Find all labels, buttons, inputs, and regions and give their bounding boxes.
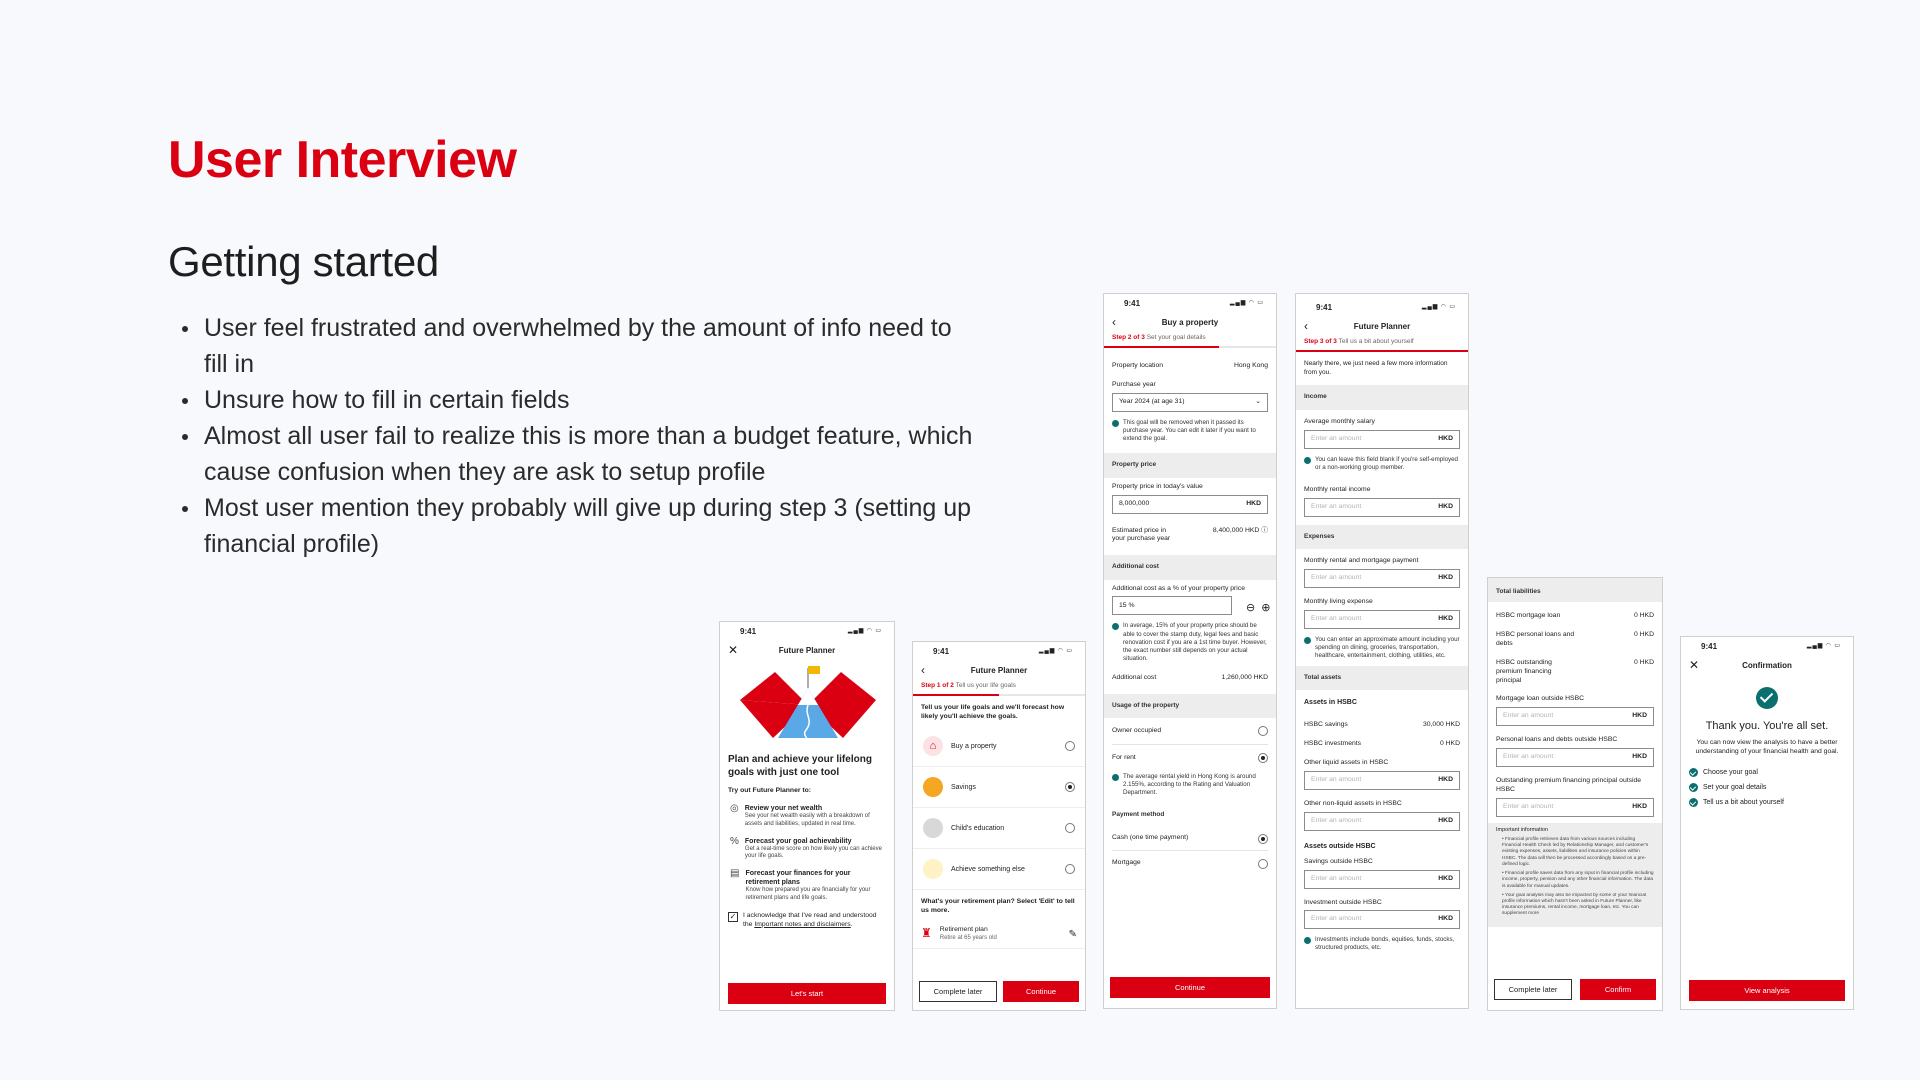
section-header: Additional cost <box>1104 555 1276 579</box>
radio-button-selected[interactable] <box>1258 753 1268 763</box>
step-progress <box>1296 350 1468 352</box>
nav-title: Confirmation <box>1742 660 1792 670</box>
mortgage-outside-input[interactable]: Enter an amount HKD <box>1496 707 1654 726</box>
close-icon[interactable]: ✕ <box>728 643 739 657</box>
section-header: Usage of the property <box>1104 694 1276 718</box>
lets-start-button[interactable]: Let's start <box>728 983 886 1004</box>
screen-confirmation <box>1680 636 1854 1010</box>
retirement-plan-row: ♜ Retirement plan Retire at 65 years old ✎ <box>913 920 1085 950</box>
status-bar: 9:41 ▂▄▆ ◠ ▭ <box>740 626 882 636</box>
checkbox-checked[interactable]: ✓ <box>729 911 737 921</box>
confirmation-body: You can now view the analysis to have a better understanding of your financial health and goal. <box>1695 739 1839 756</box>
info-note: In average, 15% of your property price should be able to cover the stamp duty, legal fees and basic renovation cost if you are a 1st time buyer. However, the exact number still depends on your actual situation. <box>1104 620 1276 668</box>
screen-buy-property: 9:41 ▂▄▆ ◠ ▭ ‹ Buy a property Step 2 of 3 Set your goal details Property location Hong Kong Purchase year Year 2024 (at age 31) ⌄ This goal will be removed when it passed its purchase year. You can edit it later if you want to extend the goal. Property price Property price in today's value 8,000,000 HKD Estimated price in your purchase year 8,400,000 HKD ⓘ Additional cost Additional cost as a % of your property price 15 % ⊖ ⊕ In average, 15% of your property price should be able to cover the stamp duty, legal fees and basic renovation cost if you are a 1st time buyer. However, the exact number still depends on your actual situation. Additional cost 1,260,000 HKD Usage of the property Owner occupied For rent The average rental yield in Hong Kong is around 2.155%, according to the Rating and Valuation Department. Payment method Cash (one time payment) Mortgage Continue <box>1103 293 1277 1009</box>
radio-button-selected[interactable] <box>1258 834 1268 844</box>
findings-list <box>178 310 978 562</box>
usage-option[interactable]: Owner occupied <box>1104 718 1276 744</box>
finding-item: User feel frustrated and overwhelmed by the amount of info need to fill in <box>178 310 978 382</box>
finding-item: Unsure how to fill in certain fields <box>178 382 978 418</box>
back-icon[interactable]: ‹ <box>1112 315 1116 329</box>
mortgage-payment-input[interactable]: Enter an amount HKD <box>1304 569 1460 588</box>
intro-text: Try out Future Planner to: <box>728 787 812 794</box>
continue-button[interactable]: Continue <box>1003 981 1079 1002</box>
slide-subtitle: Getting started <box>168 238 439 285</box>
feature-item: ◎ Review your net wealth See your net wealth easily with a breakdown of assets and liabilities, updated in real time. <box>730 802 870 827</box>
section-header: Total assets <box>1296 666 1468 690</box>
chart-icon: ▤ <box>730 868 740 880</box>
additional-cost-input[interactable]: 15 % <box>1112 596 1232 615</box>
completed-step: Tell us a bit about yourself <box>1681 795 1853 810</box>
info-bullet: • Financial profile retrieves data from various sources including Financial Health Check led by Relationship Manager, and customer's existing expenses, assets, liabilities and insurance policies within HSBC. The data will then be processed accordingly based on a pre-defined logic. <box>1502 836 1649 867</box>
nav-title: Future Planner <box>778 645 836 655</box>
check-icon <box>1689 768 1698 777</box>
info-icon <box>1112 623 1119 630</box>
section-header: Total liabilities <box>1488 578 1662 602</box>
step-indicator: Step 3 of 3 Tell us a bit about yourself <box>1304 338 1414 345</box>
info-note: This goal will be removed when it passed its purchase year. You can edit it later if you want to extend the goal. <box>1104 417 1276 449</box>
info-note: You can enter an approximate amount including your spending on dining, groceries, transportation, healthcare, entertainment, clothing, utilities, etc. <box>1296 634 1468 666</box>
info-bullet: • Your goal analysis may also be impacted by some of your financial profile information which hasn't been asked in Future Planner, like insurance premiums, rental income, mortgage loan, etc. You can supplement more <box>1502 892 1647 917</box>
check-icon <box>1689 783 1698 792</box>
nav-title: Future Planner <box>970 665 1028 675</box>
retirement-prompt: What's your retirement plan? Select 'Edit' to tell us more. <box>921 898 1075 914</box>
additional-cost-row: Additional cost 1,260,000 HKD <box>1112 673 1268 681</box>
info-icon <box>1304 457 1311 464</box>
screen-liabilities: Total liabilities HSBC mortgage loan 0 HKD HSBC personal loans and debts 0 HKD HSBC outstanding premium financing principal 0 HKD Mortgage loan outside HSBC Enter an amount HKD Personal loans and debts outside HSBC Enter an amount HKD Outstanding premium financing principal outside HSBC Enter an amount HKD Important information • Financial profile retrieves data from various sources including Financial Health Check led by Relationship Manager, and customer's existing expenses, assets, liabilities and insurance policies within HSBC. The data will then be processed accordingly based on a pre-defined logic. • Financial profile saves data from any input in financial profile including income, property, pension and any other financial information. The data is available for manual updates. • Your goal analysis may also be impacted by some of your financial profile information which hasn't been asked in Future Planner, like insurance premiums, rental income, mortgage loan, etc. You can supplement more Complete later Confirm <box>1487 577 1663 1011</box>
rental-income-input[interactable]: Enter an amount HKD <box>1304 498 1460 517</box>
house-icon: ⌂ <box>923 736 943 756</box>
info-icon <box>1112 774 1119 781</box>
screen-goals <box>912 641 1086 1011</box>
info-note: Investments include bonds, equities, funds, stocks, structured products, etc. <box>1296 934 1468 958</box>
completed-step: Set your goal details <box>1681 780 1853 795</box>
section-header: Payment method <box>1104 803 1276 827</box>
info-note: You can leave this field blank if you're self-employed or a non-working group member. <box>1296 454 1468 478</box>
liability-row: HSBC outstanding premium financing principal 0 HKD <box>1496 658 1654 684</box>
books-icon <box>923 818 943 838</box>
view-analysis-button[interactable]: View analysis <box>1689 980 1845 1001</box>
other-liquid-input[interactable]: Enter an amount HKD <box>1304 771 1460 790</box>
radio-button[interactable] <box>1065 741 1075 751</box>
finding-item: Most user mention they probably will give up during step 3 (setting up financial profile) <box>178 490 978 562</box>
section-header: Expenses <box>1296 525 1468 549</box>
status-bar: 9:41 ▂▄▆ ◠ ▭ <box>933 646 1073 656</box>
goal-option[interactable]: ⌂ Buy a property <box>913 726 1085 767</box>
payment-option[interactable]: Cash (one time payment) <box>1104 828 1276 850</box>
goal-option[interactable]: Child's education <box>913 808 1085 849</box>
bulb-icon <box>923 859 943 879</box>
goals-prompt: Tell us your life goals and we'll forecast how likely you'll achieve the goals. <box>921 704 1065 721</box>
year-label: Purchase year <box>1112 381 1156 389</box>
nav-bar <box>1104 314 1276 332</box>
plus-icon[interactable]: ⊕ <box>1261 601 1271 614</box>
feature-item: ▤ Forecast your finances for your retirement plans Know how prepared you are financially for your retirement plans and life goals. <box>730 868 871 902</box>
radio-button-selected[interactable] <box>1065 782 1075 792</box>
estimated-price-row: Estimated price in your purchase year 8,400,000 HKD ⓘ <box>1112 526 1268 543</box>
completed-step: Choose your goal <box>1681 765 1853 780</box>
nav-title: Future Planner <box>1353 321 1411 331</box>
radio-button[interactable] <box>1065 823 1075 833</box>
percent-icon: % <box>730 835 739 847</box>
screen-financial-profile: 9:41 ▂▄▆ ◠ ▭ ‹ Future Planner Step 3 of 3 Tell us a bit about yourself Nearly there, we just need a few more information from you. Income Average monthly salary Enter an amount HKD You can leave this field blank if you're self-employed or a non-working group member. Monthly rental income Enter an amount HKD Expenses Monthly rental and mortgage payment Enter an amount HKD Monthly living expense Enter an amount HKD You can enter an approximate amount including your spending on dining, groceries, transportation, healthcare, entertainment, clothing, utilities, etc. Total assets Assets in HSBC HSBC savings 30,000 HKD HSBC investments 0 HKD Other liquid assets in HSBC Enter an amount HKD Other non-liquid assets in HSBC Enter an amount HKD Assets outside HSBC Savings outside HSBC Enter an amount HKD Investment outside HSBC Enter an amount HKD Investments include bonds, equities, funds, stocks, structured products, etc. <box>1295 293 1469 1009</box>
liability-row: HSBC mortgage loan 0 HKD <box>1496 612 1654 620</box>
location-row: Property location Hong Kong <box>1112 362 1268 370</box>
disclaimer-link[interactable]: Important notes and disclaimers <box>754 920 851 928</box>
living-expense-input[interactable]: Enter an amount HKD <box>1304 610 1460 629</box>
info-note: The average rental yield in Hong Kong is around 2.155%, according to the Rating and Valuation Department. <box>1104 771 1276 803</box>
back-icon[interactable]: ‹ <box>921 663 925 677</box>
personal-loans-outside-input[interactable]: Enter an amount HKD <box>1496 748 1654 767</box>
nav-bar <box>913 662 1085 680</box>
step-progress <box>913 694 1085 696</box>
status-bar: 9:41 ▂▄▆ ◠ ▭ <box>1124 298 1264 308</box>
radio-button[interactable] <box>1258 859 1268 869</box>
rocking-chair-icon: ♜ <box>921 926 932 941</box>
goal-option[interactable]: Achieve something else <box>913 849 1085 890</box>
status-bar: 9:41 ▂▄▆ ◠ ▭ <box>1316 302 1456 312</box>
confirmation-heading: Thank you. You're all set. <box>1705 720 1829 732</box>
step-indicator: Step 1 of 2 Tell us your life goals <box>921 682 1016 689</box>
hsbc-investments-row: HSBC investments 0 HKD <box>1304 740 1460 748</box>
feature-item: % Forecast your goal achievability Get a real-time score on how likely you can achieve your life goals. <box>730 835 882 860</box>
radio-button[interactable] <box>1258 726 1268 736</box>
finding-item: Almost all user fail to realize this is more than a budget feature, which cause confusion when they are ask to setup profile <box>178 418 978 490</box>
chevron-down-icon: ⌄ <box>1255 398 1261 406</box>
usage-option[interactable]: For rent <box>1104 745 1276 771</box>
wealth-icon: ◎ <box>730 802 739 814</box>
investment-outside-input[interactable]: Enter an amount HKD <box>1304 910 1460 929</box>
savings-outside-input[interactable]: Enter an amount HKD <box>1304 870 1460 889</box>
info-icon <box>1304 937 1311 944</box>
salary-input[interactable]: Enter an amount HKD <box>1304 430 1460 449</box>
step-progress <box>1104 346 1276 348</box>
status-bar: 9:41 ▂▄▆ ◠ ▭ <box>1701 641 1841 651</box>
info-icon <box>1304 637 1311 644</box>
intro-text: Nearly there, we just need a few more information from you. <box>1304 360 1448 376</box>
confirm-button[interactable]: Confirm <box>1580 979 1656 1000</box>
nav-bar <box>1681 657 1853 675</box>
welcome-headline: Plan and achieve your lifelong goals with just one tool <box>728 754 872 778</box>
hsbc-savings-row: HSBC savings 30,000 HKD <box>1304 721 1460 729</box>
mountain-illustration <box>720 660 895 750</box>
info-bullet: • Financial profile saves data from any input in financial profile including income, property, pension and any other financial information. The data is available for manual updates. <box>1502 871 1654 889</box>
info-outline-icon: ⓘ <box>1261 526 1268 534</box>
complete-later-button[interactable]: Complete later <box>1494 979 1572 1000</box>
screen-welcome <box>719 621 895 1011</box>
section-header: Income <box>1296 385 1468 409</box>
check-icon <box>1689 798 1698 807</box>
back-icon[interactable]: ‹ <box>1304 319 1308 333</box>
success-check-icon <box>1756 687 1778 709</box>
property-price-input[interactable]: 8,000,000 HKD <box>1112 495 1268 514</box>
radio-button[interactable] <box>1065 864 1075 874</box>
nav-bar <box>1296 318 1468 336</box>
close-icon[interactable]: ✕ <box>1689 658 1700 672</box>
acknowledge-row[interactable]: ✓ I acknowledge that I've read and understood the Important notes and disclaimers. <box>729 911 877 928</box>
premium-outside-input[interactable]: Enter an amount HKD <box>1496 798 1654 817</box>
payment-option[interactable]: Mortgage <box>1104 851 1276 877</box>
minus-icon[interactable]: ⊖ <box>1246 601 1256 614</box>
section-header: Property price <box>1104 453 1276 477</box>
other-nonliquid-input[interactable]: Enter an amount HKD <box>1304 812 1460 831</box>
liability-row: HSBC personal loans and debts 0 HKD <box>1496 631 1654 648</box>
edit-icon[interactable]: ✎ <box>1068 928 1077 940</box>
nav-title: Buy a property <box>1161 317 1219 327</box>
slide-title: User Interview <box>168 131 517 189</box>
step-indicator: Step 2 of 3 Set your goal details <box>1112 334 1206 341</box>
purchase-year-select[interactable]: Year 2024 (at age 31) ⌄ <box>1112 393 1268 412</box>
goal-option[interactable]: Savings <box>913 767 1085 808</box>
info-icon <box>1112 420 1119 427</box>
coin-icon <box>923 777 943 797</box>
complete-later-button[interactable]: Complete later <box>919 981 997 1002</box>
continue-button[interactable]: Continue <box>1110 977 1270 998</box>
nav-bar <box>720 642 894 660</box>
